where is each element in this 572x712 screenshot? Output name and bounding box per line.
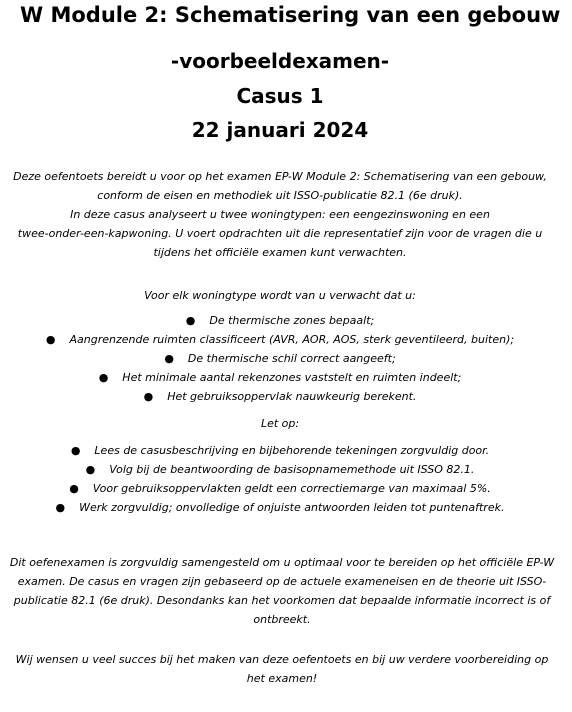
bullet-icon: ● [45,333,56,346]
list-item-text: Voor gebruiksoppervlakten geldt een correctiemarge van maximaal 5%. [92,482,491,495]
intro-line: twee-onder-een-kapwoning. U voert opdrachten uit die representatief zijn voor de vragen die u [17,227,543,240]
intro-line: tijdens het officiële examen kunt verwachten. [153,246,407,259]
list-item [0,387,560,406]
list-item-text: Lees de casusbeschrijving en bijbehorende tekeningen zorgvuldig door. [94,444,490,457]
list-item-text: Aangrenzende ruimten classificeert (AVR, AOR, AOS, sterk geventileerd, buiten); [69,333,515,346]
exam-date: 22 januari 2024 [191,118,369,142]
list-item-text: Het minimale aantal rekenzones vaststelt en ruimten indeelt; [122,371,462,384]
bullet-icon: ● [70,444,81,457]
casus-heading: Casus 1 [236,84,324,108]
list-item [0,368,560,387]
list-item [0,349,560,368]
intro-line: conform de eisen en methodiek uit ISSO-publicatie 82.1 (6e druk). [97,189,463,202]
list-item-text: Het gebruiksoppervlak nauwkeurig berekent. [167,390,417,403]
list-item [0,441,560,460]
expectations-heading: Voor elk woningtype wordt van u verwacht dat u: [144,289,416,302]
closing-paragraph: Wij wensen u veel succes bij het maken van deze oefentoets en bij uw verdere voorbereiding op het examen! [15,653,549,685]
bullet-icon: ● [85,463,96,476]
intro-line: In deze casus analyseert u twee woningtypen: een eengezinswoning en een [70,208,490,221]
list-item [0,460,560,479]
bullet-icon: ● [69,482,79,495]
list-item-text: De thermische schil correct aangeeft; [187,352,396,365]
disclaimer-paragraph: Dit oefenexamen is zorgvuldig samengesteld om u optimaal voor te bereiden op het officiële EP-W examen. De casus en vragen zijn gebaseerd op de actuele exameneisen en de theorie uit ISSO-publicatie 82.1 (6e druk). Desondanks kan het voorkomen dat bepaalde informatie incorrect is of ontbreekt. [9,556,555,626]
bullet-icon: ● [185,314,196,327]
list-item-text: De thermische zones bepaalt; [209,314,375,327]
list-item-text: Volg bij de beantwoording de basisopnamemethode uit ISSO 82.1. [109,463,475,476]
bullet-icon: ● [55,501,66,514]
letop-heading: Let op: [260,417,300,430]
expectations-list [0,311,560,406]
letop-list [0,441,560,517]
intro-line: Deze oefentoets bereidt u voor op het examen EP-W Module 2: Schematisering van een gebouw, [13,170,547,183]
bullet-icon: ● [164,352,174,365]
list-item [0,479,560,498]
list-item [0,330,560,349]
bullet-icon: ● [98,371,109,384]
document-subtitle: -voorbeeldexamen- [170,49,390,73]
list-item [0,498,560,517]
bullet-icon: ● [143,390,154,403]
intro-paragraph [8,167,552,262]
document-title: W Module 2: Schematisering van een gebouw [20,3,561,27]
list-item-text: Werk zorgvuldig; onvolledige of onjuiste antwoorden leiden tot puntenaftrek. [79,501,505,514]
list-item [0,311,560,330]
